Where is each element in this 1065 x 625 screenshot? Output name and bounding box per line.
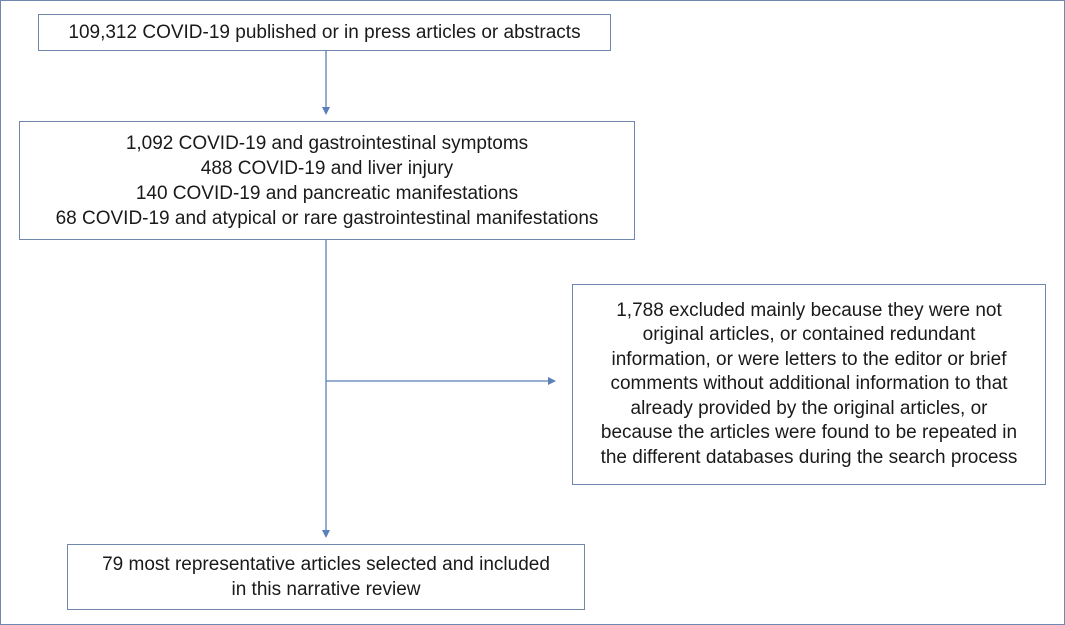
excluded-line: because the articles were found to be repeated in [600,422,1018,444]
excluded-line: 1,788 excluded mainly because they were not [616,299,1002,321]
search-line-gastrointestinal: 1,092 COVID-19 and gastrointestinal symptoms [125,132,529,154]
search-line-liver: 488 COVID-19 and liver injury [200,157,454,179]
search-line-pancreatic: 140 COVID-19 and pancreatic manifestations [135,182,519,204]
included-articles-box [67,544,585,610]
search-results-box [19,121,635,240]
excluded-line: already provided by the original articles, or [630,397,988,419]
excluded-line: original articles, or contained redundant [642,324,976,346]
source-articles-box [38,14,611,51]
excluded-line: information, or were letters to the editor or brief [611,348,1007,370]
source-articles-text: 109,312 COVID-19 published or in press articles or abstracts [68,22,581,43]
included-line: 79 most representative articles selected and included [102,554,550,575]
excluded-line: comments without additional information to that [610,373,1008,395]
excluded-line: the different databases during the search process [600,446,1018,468]
excluded-articles-box [572,284,1046,485]
included-line: in this narrative review [231,579,421,600]
search-line-atypical: 68 COVID-19 and atypical or rare gastrointestinal manifestations [55,207,599,229]
